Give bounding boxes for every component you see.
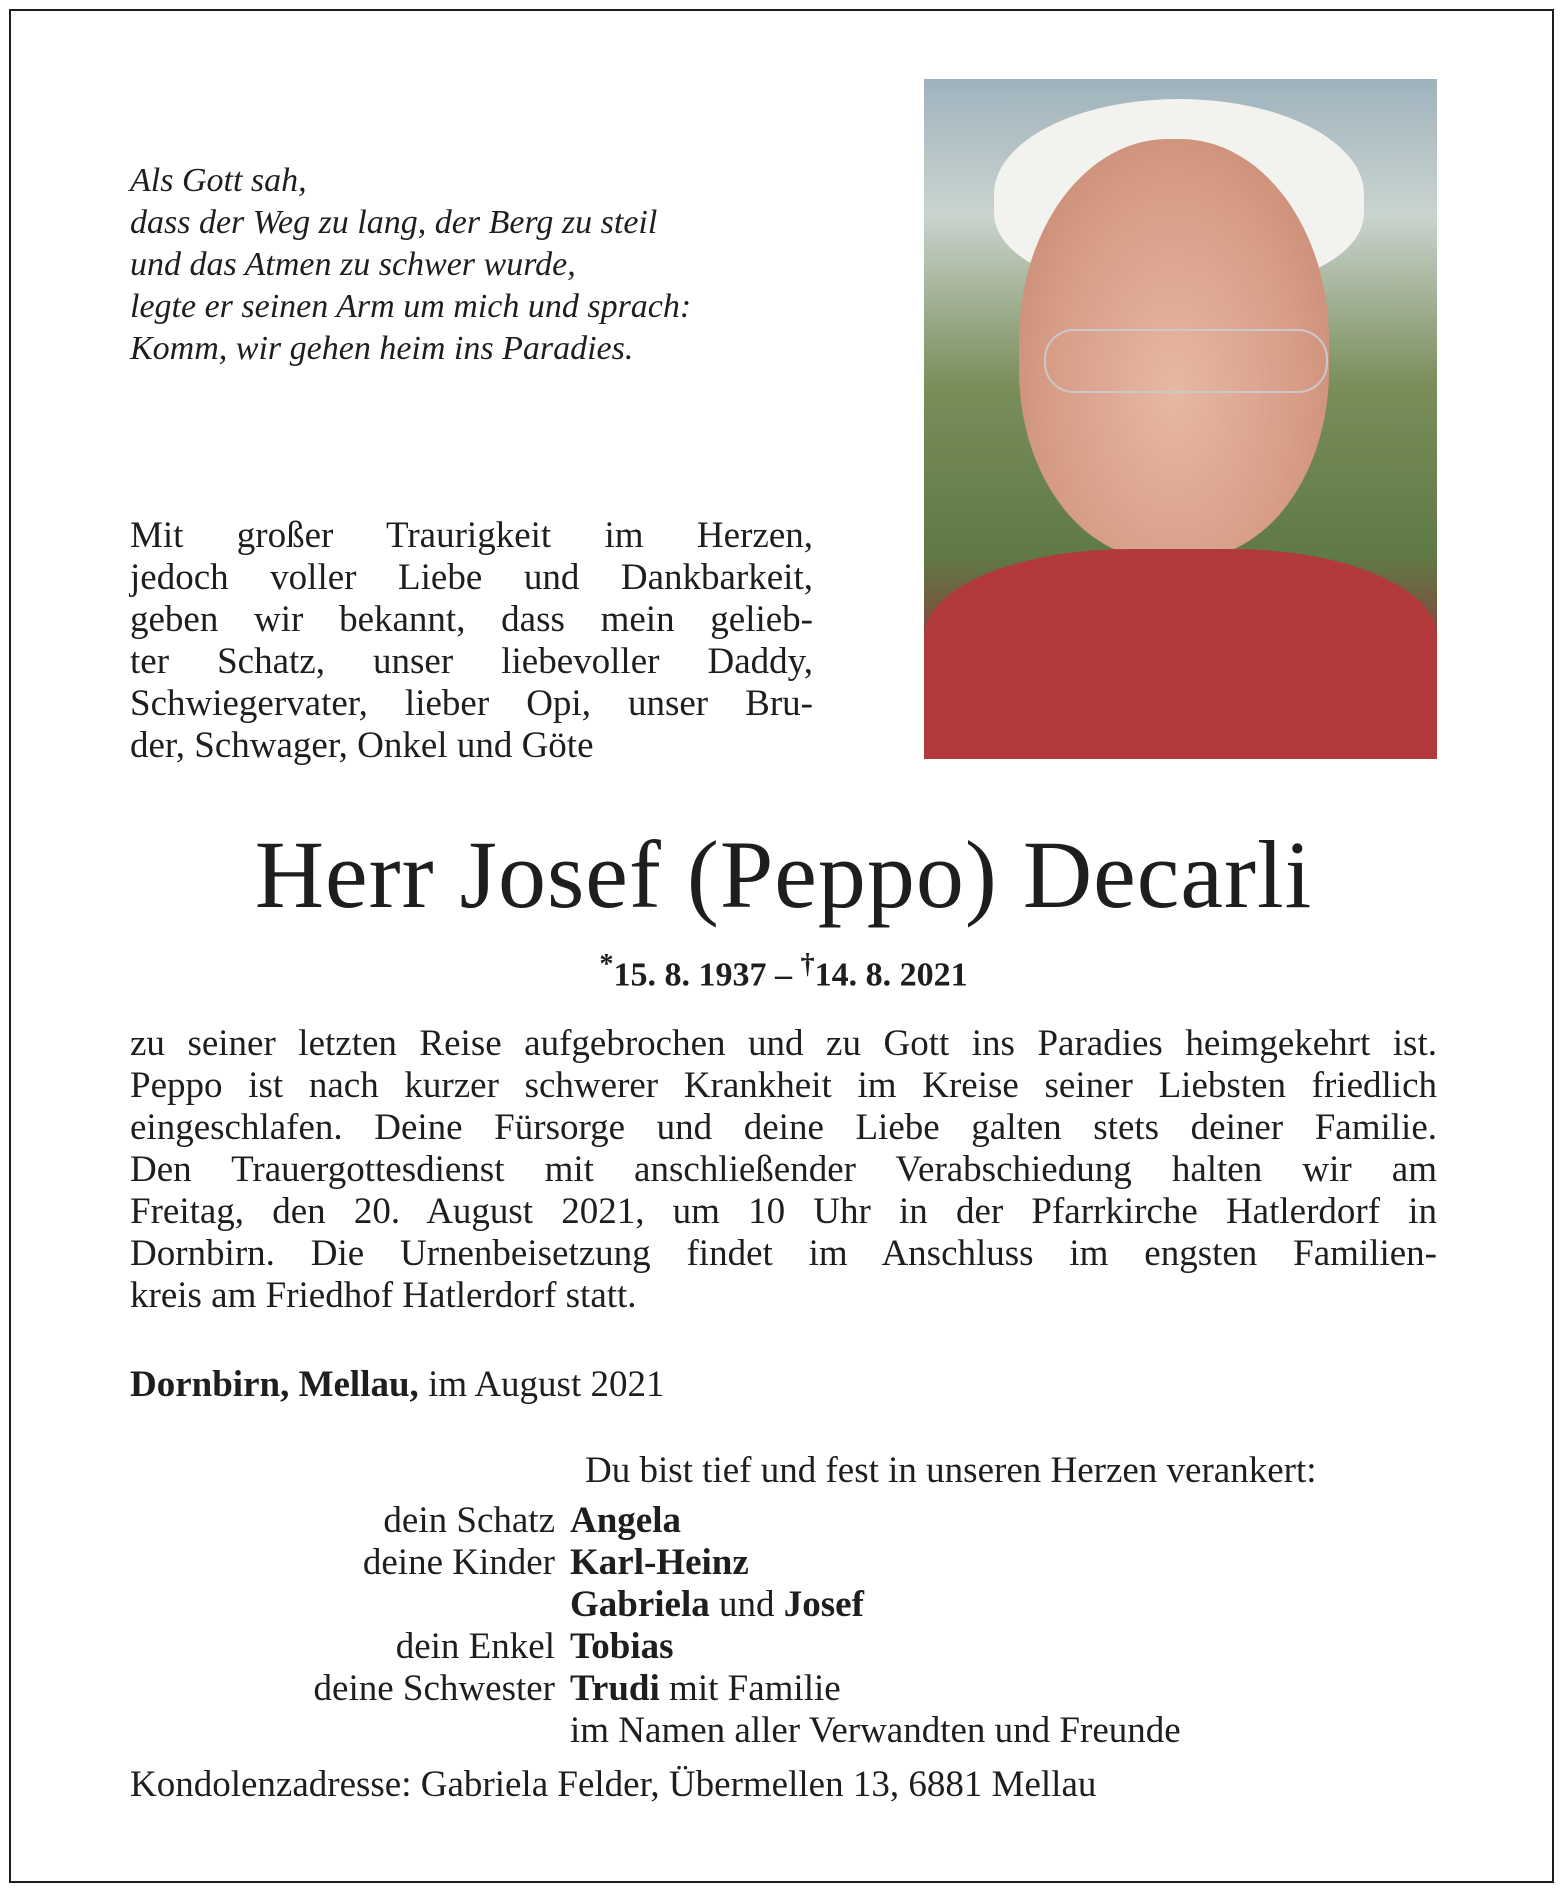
family-name: Trudi xyxy=(570,1668,660,1709)
family-row xyxy=(130,1500,1437,1542)
family-row xyxy=(130,1710,1437,1752)
family-relation: deine Schwester xyxy=(313,1668,555,1709)
intro-line: geben wir bekannt, dass mein gelieb- xyxy=(130,599,813,640)
deceased-name: Herr Josef (Peppo) Decarli xyxy=(254,821,1313,928)
body-line: kreis am Friedhof Hatlerdorf statt. xyxy=(130,1275,637,1316)
photo-shirt xyxy=(924,549,1437,759)
family-row xyxy=(130,1668,1437,1710)
portrait-photo xyxy=(924,79,1437,759)
family-suffix: mit Familie xyxy=(659,1668,841,1709)
intro-line: Schwiegervater, lieber Opi, unser Bru- xyxy=(130,683,813,724)
intro-line: der, Schwager, Onkel und Göte xyxy=(130,725,594,766)
family-row xyxy=(130,1542,1437,1584)
family-name: Gabriela xyxy=(570,1584,710,1625)
poem xyxy=(130,160,830,370)
family-relation xyxy=(130,1584,570,1626)
intro-line: jedoch voller Liebe und Dankbarkeit, xyxy=(130,557,813,598)
body-line: zu seiner letzten Reise aufgebrochen und zu Gott ins Paradies heimgekehrt ist. xyxy=(130,1023,1437,1064)
family-relation: dein Enkel xyxy=(395,1626,555,1667)
poem-line: dass der Weg zu lang, der Berg zu steil xyxy=(130,204,658,241)
condolence-address: Kondolenzadresse: Gabriela Felder, Übermellen 13, 6881 Mellau xyxy=(130,1764,1097,1805)
intro-text xyxy=(130,515,813,767)
family-suffix: und xyxy=(709,1584,784,1625)
body-line: Den Trauergottesdienst mit anschließender Verabschiedung halten wir am xyxy=(130,1149,1437,1190)
family-name: Tobias xyxy=(570,1626,674,1667)
body-line: eingeschlafen. Deine Fürsorge und deine Liebe galten stets deiner Familie. xyxy=(130,1107,1437,1148)
family-row xyxy=(130,1626,1437,1668)
family-relation: deine Kinder xyxy=(362,1542,555,1583)
poem-line: und das Atmen zu schwer wurde, xyxy=(130,246,576,283)
family-relation: dein Schatz xyxy=(383,1500,555,1541)
family-name: Karl-Heinz xyxy=(570,1542,749,1583)
place-month: im August 2021 xyxy=(418,1364,665,1405)
family-list xyxy=(130,1500,1437,1752)
body-line: Freitag, den 20. August 2021, um 10 Uhr in der Pfarrkirche Hatlerdorf in xyxy=(130,1191,1437,1232)
family-suffix: im Namen aller Verwandten und Freunde xyxy=(570,1710,1181,1751)
life-dates xyxy=(0,945,1567,995)
birth-date: 15. 8. 1937 xyxy=(613,956,767,994)
poem-line: Als Gott sah, xyxy=(130,162,307,199)
family-name-second: Josef xyxy=(783,1584,864,1625)
poem-line: legte er seinen Arm um mich und sprach: xyxy=(130,288,692,325)
death-symbol: † xyxy=(800,949,815,980)
intro-line: Mit großer Traurigkeit im Herzen, xyxy=(130,515,813,556)
body-line: Dornbirn. Die Urnenbeisetzung findet im Anschluss im engsten Familien- xyxy=(130,1233,1437,1274)
date-separator: – xyxy=(766,956,801,994)
family-relation xyxy=(130,1710,570,1752)
body-line: Peppo ist nach kurzer schwerer Krankheit im Kreise seiner Liebsten friedlich xyxy=(130,1065,1437,1106)
intro-line: ter Schatz, unser liebevoller Daddy, xyxy=(130,641,813,682)
death-date: 14. 8. 2021 xyxy=(814,956,968,994)
body-text xyxy=(130,1023,1437,1317)
closing-verse: Du bist tief und fest in unseren Herzen verankert: xyxy=(585,1450,1317,1491)
place-date xyxy=(130,1364,664,1406)
birth-symbol: * xyxy=(599,949,614,980)
poem-line: Komm, wir gehen heim ins Paradies. xyxy=(130,330,634,367)
photo-glasses xyxy=(1044,329,1328,393)
place-names: Dornbirn, Mellau, xyxy=(130,1364,419,1405)
family-name: Angela xyxy=(570,1500,681,1541)
family-row xyxy=(130,1584,1437,1626)
